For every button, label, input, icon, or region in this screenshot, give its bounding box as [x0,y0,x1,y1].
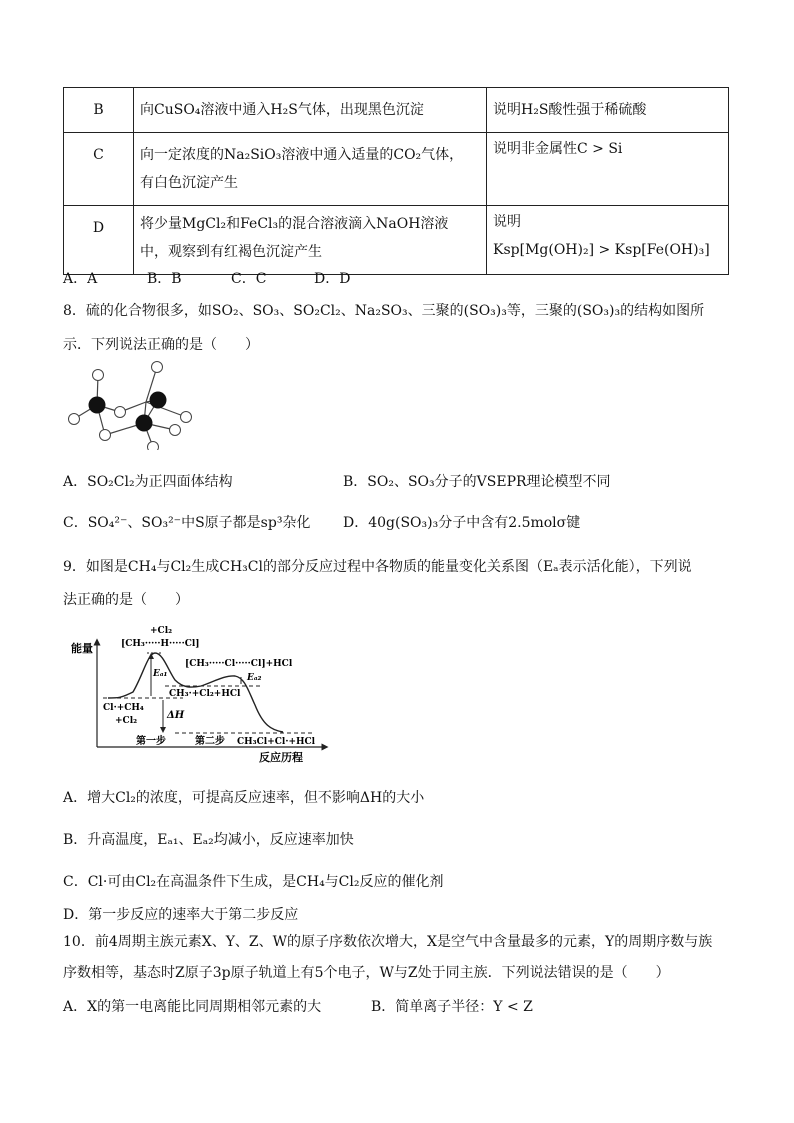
x-axis-label: 反应历程 [259,751,303,764]
q8-option-d: D．40g(SO₃)₃分子中含有2.5molσ键 [343,515,581,531]
conclusion-text: 说明H₂S酸性强于稀硫酸 [493,102,647,118]
q8-option-b: B．SO₂、SO₃分子的VSEPR理论模型不同 [343,474,611,490]
step1-label: 第一步 [136,736,166,747]
sulfur-atom [150,392,167,409]
ea1-label: Eₐ₁ [153,669,168,679]
row-operation [134,206,487,275]
table-row [64,206,729,275]
oxygen-atom [115,407,126,418]
row-conclusion [487,206,729,275]
oxygen-atom [170,425,181,436]
q9-stem-2: 法正确的是（ ） [63,592,189,608]
energy-diagram [63,620,343,768]
row-label: D [64,206,134,275]
option-b: B．B [147,271,182,287]
sulfur-atom [89,397,106,414]
oxygen-atom [181,412,192,423]
q8-option-a: A．SO₂Cl₂为正四面体结构 [63,474,233,490]
q9-option-a: A．增大Cl₂的浓度，可提高反应速率，但不影响ΔH的大小 [63,790,425,806]
conclusion-text: 说明非金属性C > Si [493,141,623,157]
conclusion-text: 说明 [493,214,521,230]
start-label-2: +Cl₂ [115,716,138,726]
ea2-label: Eₐ₂ [247,673,262,683]
sulfur-atom [136,415,153,432]
operation-text: 向一定浓度的Na₂SiO₃溶液中通入适量的CO₂气体， [140,147,464,163]
experiment-table [63,87,729,275]
end-label: CH₃Cl+Cl·+HCl [237,737,316,747]
q9-stem: 9．如图是CH₄与Cl₂生成CH₃Cl的部分反应过程中各物质的能量变化关系图（Eₐ表示活化能），下列说 [63,559,692,575]
dh-label: ΔH [167,710,185,721]
oxygen-atom [148,442,159,451]
row-conclusion [487,133,729,206]
operation-text: 向CuSO₄溶液中通入H₂S气体，出现黑色沉淀 [140,102,424,118]
table-row [64,88,729,133]
y-axis-label: 能量 [71,642,93,655]
q10-stem: 10．前4周期主族元素X、Y、Z、W的原子序数依次增大，X是空气中含量最多的元素，Y的周期序数与族 [63,934,713,950]
oxygen-atom [93,370,104,381]
row-label: B [64,88,134,133]
oxygen-atom [152,362,163,373]
row-conclusion [487,88,729,133]
option-a: A．A [63,271,98,287]
q9-option-c: C．Cl·可由Cl₂在高温条件下生成，是CH₄与Cl₂反应的催化剂 [63,874,444,890]
operation-text: 将少量MgCl₂和FeCl₃的混合溶液滴入NaOH溶液 [140,216,449,232]
conclusion-text-2: Ksp[Mg(OH)₂] > Ksp[Fe(OH)₃] [493,242,710,258]
option-d: D．D [314,271,351,287]
row-label: C [64,133,134,206]
q10-option-a: A．X的第一电离能比同周期相邻元素的大 [63,999,322,1015]
q9-option-d: D．第一步反应的速率大于第二步反应 [63,907,299,923]
oxygen-atom [100,430,111,441]
operation-text-2: 中，观察到有红褐色沉淀产生 [140,244,322,260]
row-operation [134,88,487,133]
start-label: Cl·+CH₄ [103,703,144,713]
q8-stem-2: 示．下列说法正确的是（ ） [63,337,259,353]
q10-stem-2: 序数相等，基态时Z原子3p原子轨道上有5个电子，W与Z处于同主族．下列说法错误的是（ ） [63,965,670,981]
oxygen-atom [69,414,80,425]
q9-option-b: B．升高温度，Eₐ₁、Eₐ₂均减小，反应速率加快 [63,832,354,848]
ts1-label: [CH₃·····H·····Cl] [121,639,200,649]
operation-text-2: 有白色沉淀产生 [140,175,238,191]
ts1-plus-label: +Cl₂ [150,626,173,636]
step2-label: 第二步 [195,736,225,747]
row-operation [134,133,487,206]
so3-trimer-structure [60,355,200,450]
table-row [64,133,729,206]
mid-label: CH₃·+Cl₂+HCl [169,689,241,699]
ts2-label: [CH₃·····Cl·····Cl]+HCl [185,659,293,669]
q8-stem: 8．硫的化合物很多，如SO₂、SO₃、SO₂Cl₂、Na₂SO₃、三聚的(SO₃)₃等，三聚的(SO₃)₃的结构如图所 [63,303,705,319]
q10-option-b: B．简单离子半径：Y < Z [371,999,533,1015]
q8-option-c: C．SO₄²⁻、SO₃²⁻中S原子都是sp³杂化 [63,515,311,531]
option-c: C．C [231,271,267,287]
